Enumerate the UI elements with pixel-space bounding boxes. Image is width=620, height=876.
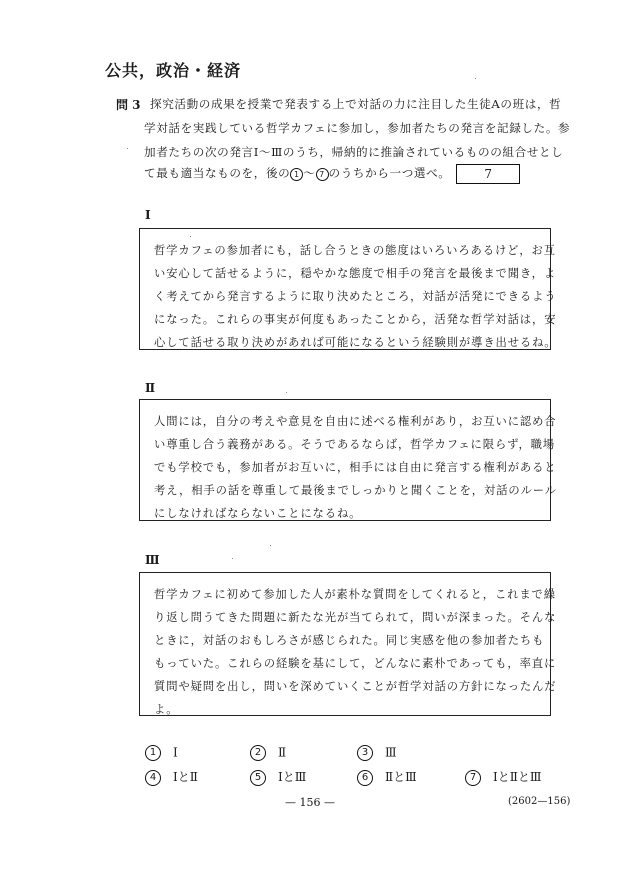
scan-speck: [270, 545, 271, 546]
question-line-3: 加者たちの次の発言Ⅰ～Ⅲのうち，帰納的に推論されているものの組合せとし: [144, 145, 564, 159]
statement-label-2: Ⅱ: [145, 381, 156, 395]
statement-2-line-2: い尊重し合う義務がある。そうであるならば，哲学カフェに限らず，職場: [154, 438, 556, 451]
statement-2-line-5: にしなければならないことになるね。: [154, 507, 362, 520]
choice-2: [250, 745, 286, 761]
scan-speck: [232, 558, 233, 559]
choice-1: [145, 745, 178, 761]
choice-2-number: 2: [250, 745, 266, 761]
statement-3-line-3: ときに，対話のおもしろさが感じられた。同じ実感を他の参加者たちも: [154, 634, 545, 647]
choice-7-number: 7: [465, 770, 481, 786]
statement-1-line-5: 心して話せる取り決めがあれば可能になるという経験則が導き出せるね。: [154, 336, 557, 349]
statement-1-line-1: 哲学カフェの参加者にも，話し合うときの態度はいろいろあるけど，お互: [154, 244, 556, 257]
statement-box-2: [139, 399, 557, 521]
scan-speck: [475, 78, 476, 79]
choice-2-text: Ⅱ: [278, 745, 287, 760]
statement-2-line-4: 考え，相手の話を尊重して最後までしっかりと聞くことを，対話のルール: [154, 484, 557, 497]
choice-7-text: ⅠとⅡとⅢ: [493, 770, 542, 784]
statement-box-3: [139, 572, 557, 716]
choice-3-number: 3: [357, 745, 373, 761]
range-start-number: 1: [290, 168, 303, 181]
statement-3-line-4: もっていた。これらの経験を基にして，どんなに素朴であっても，率直に: [154, 657, 557, 670]
statement-1-line-2: い安心して話せるように，穏やかな態度で相手の発言を最後まで聞き，よ: [154, 267, 557, 280]
choice-7: [465, 768, 541, 786]
statement-1-line-4: になった。これらの事実が何度もあったことから，活発な哲学対話は，安: [154, 313, 557, 326]
scan-speck: [190, 236, 191, 237]
question-line-1: 探究活動の成果を授業で発表する上で対話の力に注目した生徒Aの班は，哲: [150, 97, 562, 111]
subject-heading: 公共，政治・経済: [105, 61, 242, 80]
choice-1-number: 1: [145, 745, 161, 761]
exam-code: (2602—156): [508, 796, 571, 807]
answer-number-box: 7: [456, 164, 520, 184]
choice-1-text: Ⅰ: [173, 745, 178, 760]
statement-1-line-3: く考えてから発言するように取り決めたところ，対話が活発にできるよう: [154, 290, 557, 303]
choice-5: [250, 768, 306, 786]
scan-speck: [286, 392, 287, 393]
choice-6: [357, 768, 417, 786]
choice-5-number: 5: [250, 770, 266, 786]
choice-6-number: 6: [357, 770, 373, 786]
statement-3-line-5: 質問や疑問を出し，問いを深めていくことが哲学対話の方針になったんだ: [154, 680, 557, 693]
question-line-4-tail: のうちから一つ選べ。: [328, 166, 451, 180]
statement-label-1: Ⅰ: [145, 208, 151, 222]
question-label: 問 3: [116, 98, 141, 112]
range-end-number: 7: [316, 168, 329, 181]
choice-4-number: 4: [145, 770, 161, 786]
choice-3: [357, 745, 397, 761]
choice-3-text: Ⅲ: [385, 745, 397, 760]
statement-2-line-3: でも学校でも，参加者がお互いに，相手には自由に発言する権利があると: [154, 461, 557, 474]
question-line-4-text: て最も適当なものを，後の: [144, 166, 291, 180]
page-number: — 156 —: [285, 796, 335, 809]
scan-speck: [127, 148, 128, 149]
statement-3-line-2: り返し問うてきた問題に新たな光が当てられて，問いが深まった。そんな: [154, 611, 557, 624]
statement-3-line-1: 哲学カフェに初めて参加した人が素朴な質問をしてくれると，これまで繰: [154, 588, 556, 601]
statement-label-3: Ⅲ: [145, 553, 160, 567]
statement-2-line-1: 人間には，自分の考えや意見を自由に述べる権利があり，お互いに認め合: [154, 415, 557, 428]
choice-5-text: ⅠとⅢ: [278, 770, 307, 784]
question-line-4: [144, 164, 520, 184]
question-line-2: 学対話を実践している哲学カフェに参加し，参加者たちの発言を記録した。参: [144, 121, 571, 135]
statement-box-1: [139, 228, 557, 350]
choice-6-text: ⅡとⅢ: [385, 770, 417, 784]
statement-3-line-6: よ。: [154, 703, 179, 716]
choice-4-text: ⅠとⅡ: [173, 770, 198, 784]
choice-4: [145, 768, 198, 786]
range-separator: ～: [303, 166, 316, 180]
